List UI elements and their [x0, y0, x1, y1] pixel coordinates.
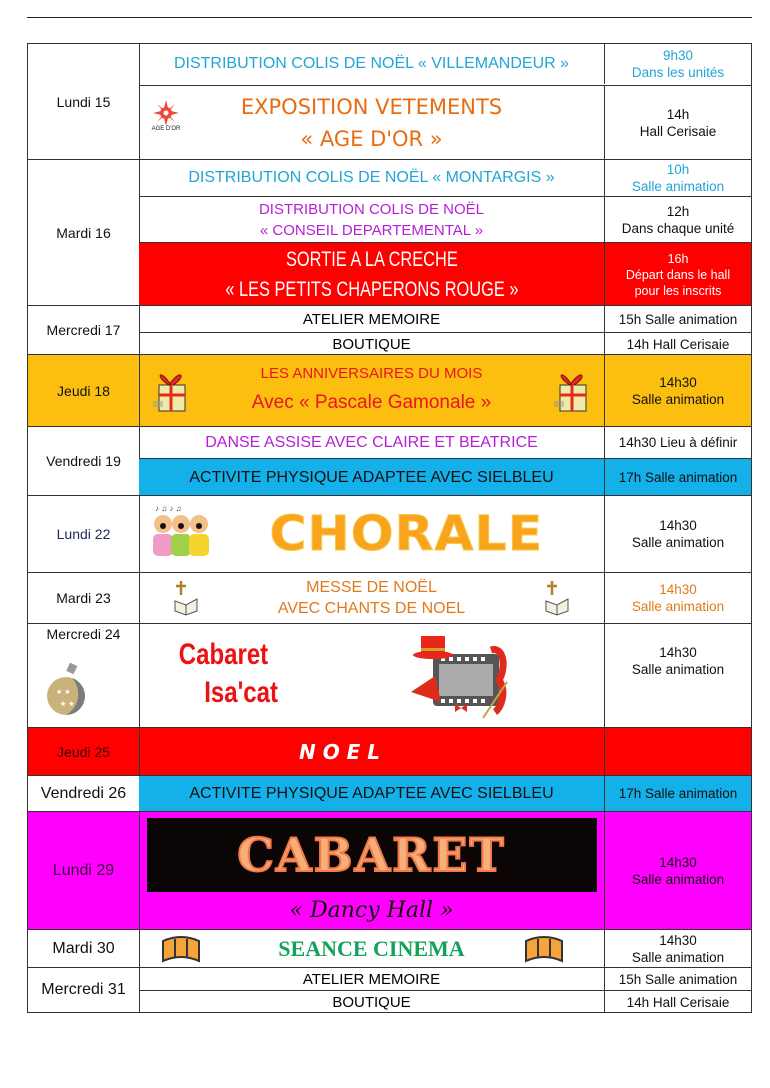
event-title-line2: « CONSEIL DEPARTEMENTAL »	[259, 221, 484, 239]
event-row	[139, 812, 751, 929]
event-row	[139, 496, 751, 572]
place-text: Hall Cerisaie	[639, 124, 717, 139]
event-time	[605, 355, 751, 426]
place-text: pour les inscrits	[634, 283, 722, 298]
day-label: Mercredi 17	[28, 306, 140, 354]
event-title-text: N O E L	[299, 739, 381, 764]
place-text: Salle animation	[631, 179, 725, 194]
event-title-line1: LES ANNIVERSAIRES DU MOIS	[260, 364, 483, 382]
day-label: Lundi 29	[28, 812, 140, 929]
event-title	[139, 459, 605, 496]
time-place-text: 14h Hall Cerisaie	[626, 994, 730, 1010]
event-row	[139, 930, 751, 967]
table-row	[27, 929, 752, 968]
event-time	[605, 44, 751, 84]
cabaret-banner-text: CABARET	[237, 828, 506, 882]
day-label: Mardi 30	[28, 930, 140, 967]
svg-text:♪ ♫ ♪ ♫: ♪ ♫ ♪ ♫	[155, 504, 182, 513]
cabaret-film-icon	[407, 632, 517, 722]
event-title-text: DISTRIBUTION COLIS DE NOËL « VILLEMANDEUR »	[173, 55, 570, 72]
event-title-text: ACTIVITE PHYSIQUE ADAPTEE AVEC SIELBLEU	[189, 468, 554, 486]
event-title-line2: AVEC CHANTS DE NOEL	[277, 600, 466, 617]
place-text: Départ dans le hall	[625, 267, 731, 282]
time-place-text: 17h Salle animation	[618, 786, 738, 801]
place-text: Salle animation	[631, 391, 725, 407]
event-title	[139, 44, 605, 84]
event-row	[139, 728, 751, 775]
gift-icon	[552, 363, 592, 415]
table-row	[27, 623, 752, 728]
event-row	[139, 242, 751, 306]
place-text: Salle animation	[631, 871, 725, 887]
event-title	[139, 243, 605, 306]
table-row	[27, 967, 752, 1013]
event-row	[139, 968, 751, 990]
day-label: Mardi 23	[28, 573, 140, 623]
day-label: Lundi 15	[28, 44, 140, 159]
place-text: Salle animation	[631, 949, 725, 965]
table-row	[27, 775, 752, 812]
time-text: 14h30	[659, 932, 697, 948]
event-time	[605, 812, 751, 929]
event-title-text: ATELIER MEMOIRE	[302, 310, 441, 328]
event-title	[139, 624, 605, 727]
time-text: 9h30	[662, 48, 694, 63]
event-time	[605, 496, 751, 572]
svg-text:★ ★: ★ ★	[60, 701, 75, 708]
event-title-text: ACTIVITE PHYSIQUE ADAPTEE AVEC SIELBLEU	[189, 784, 554, 802]
event-title-line2: Avec « Pascale Gamonale »	[251, 391, 492, 413]
event-title	[139, 496, 605, 572]
day-label: Vendredi 19	[28, 427, 140, 495]
time-text: 14h30	[659, 374, 697, 390]
logo-text: AGE D'OR	[151, 126, 181, 132]
time-place-text: 17h Salle animation	[618, 470, 738, 485]
event-title-text: BOUTIQUE	[332, 335, 411, 353]
time-text: 10h	[666, 162, 690, 177]
event-title-text: BOUTIQUE	[332, 993, 411, 1011]
event-title-text: DISTRIBUTION COLIS DE NOËL « MONTARGIS »	[188, 169, 555, 186]
event-subtitle: « Dancy Hall »	[289, 898, 454, 923]
event-time	[605, 427, 751, 458]
event-time	[605, 306, 751, 332]
event-title-text: ATELIER MEMOIRE	[302, 970, 441, 988]
table-row	[27, 811, 752, 930]
event-row	[139, 458, 751, 496]
time-text: 14h30	[659, 582, 697, 597]
event-title-text: DANSE ASSISE AVEC CLAIRE ET BEATRICE	[205, 433, 538, 451]
time-text: 12h	[666, 203, 690, 219]
event-title	[139, 930, 605, 967]
bible-cross-icon	[173, 579, 199, 617]
event-time	[605, 459, 751, 496]
event-title-line2: « LES PETITS CHAPERONS ROUGE »	[224, 277, 519, 301]
event-title	[139, 991, 605, 1013]
event-title-line2: Isa'cat	[204, 676, 278, 709]
svg-text:★ ★: ★ ★	[56, 689, 71, 696]
event-time	[605, 333, 751, 355]
event-time	[605, 624, 751, 727]
event-row	[139, 990, 751, 1013]
place-text: Salle animation	[631, 599, 725, 614]
table-row	[27, 495, 752, 573]
chorale-banner: CHORALE	[269, 506, 544, 562]
event-title	[139, 355, 605, 426]
event-title	[139, 197, 605, 242]
event-title	[139, 728, 605, 775]
event-row	[139, 624, 751, 727]
event-row	[139, 196, 751, 242]
event-row	[139, 332, 751, 355]
singers-icon	[149, 502, 215, 562]
table-row	[27, 354, 752, 427]
event-title-line1: MESSE DE NOËL	[306, 579, 437, 596]
time-place-text: 15h Salle animation	[618, 311, 738, 327]
event-row	[139, 44, 751, 84]
event-title-line1: Cabaret	[178, 638, 269, 671]
film-reel-icon	[524, 933, 564, 965]
place-text: Salle animation	[631, 535, 725, 550]
event-time	[605, 968, 751, 990]
table-row	[27, 43, 752, 160]
day-label: Jeudi 18	[28, 355, 140, 426]
table-row	[27, 426, 752, 496]
event-title	[139, 812, 605, 929]
table-row	[27, 305, 752, 355]
event-title-line1: DISTRIBUTION COLIS DE NOËL	[258, 200, 485, 218]
event-time	[605, 243, 751, 306]
day-label-text: Mercredi 24	[46, 626, 121, 642]
event-title	[139, 427, 605, 458]
event-row	[139, 355, 751, 426]
table-row	[27, 159, 752, 306]
place-text: Salle animation	[631, 662, 725, 677]
event-title	[139, 160, 605, 196]
event-title-line1: SORTIE A LA CRECHE	[285, 247, 458, 271]
event-title	[139, 573, 605, 623]
event-time	[605, 776, 751, 811]
event-title	[139, 968, 605, 990]
event-row	[139, 573, 751, 623]
event-time	[605, 86, 751, 160]
time-text: 16h	[667, 251, 689, 266]
cabaret-banner	[147, 818, 597, 892]
age-dor-logo-icon	[147, 100, 185, 132]
event-time	[605, 573, 751, 623]
day-label: Lundi 22	[28, 496, 140, 572]
time-text: 14h30	[659, 854, 697, 870]
day-label: Mardi 16	[28, 160, 140, 305]
film-reel-icon	[161, 933, 201, 965]
time-text: 14h30	[659, 518, 697, 533]
event-row	[139, 427, 751, 458]
time-text: 14h30	[659, 645, 697, 660]
table-row	[27, 572, 752, 624]
event-title-line2: « AGE D'OR »	[300, 127, 443, 151]
event-row	[139, 306, 751, 332]
event-time	[605, 160, 751, 196]
event-time	[605, 991, 751, 1013]
event-time	[605, 728, 751, 775]
event-row	[139, 776, 751, 811]
bible-cross-icon	[544, 579, 570, 617]
day-label: Jeudi 25	[28, 728, 140, 775]
event-title-line1: EXPOSITION VETEMENTS	[240, 95, 503, 119]
time-text: 14h	[666, 107, 690, 122]
day-label: Vendredi 26	[28, 776, 140, 811]
event-title	[139, 86, 605, 160]
top-rule	[27, 17, 752, 18]
time-place-text: 14h30 Lieu à définir	[618, 435, 738, 450]
place-text: Dans chaque unité	[621, 220, 735, 236]
table-row	[27, 727, 752, 776]
christmas-bauble-icon	[46, 662, 88, 720]
event-row	[139, 160, 751, 196]
event-title	[139, 776, 605, 811]
event-title	[139, 333, 605, 355]
gift-icon	[151, 363, 191, 415]
event-time	[605, 197, 751, 242]
event-row	[139, 85, 751, 160]
time-place-text: 14h Hall Cerisaie	[626, 336, 730, 352]
event-time	[605, 930, 751, 967]
time-place-text: 15h Salle animation	[618, 971, 738, 987]
event-title	[139, 306, 605, 332]
day-label: Mercredi 31	[28, 968, 140, 1012]
place-text: Dans les unités	[631, 65, 725, 80]
event-title-text: SEANCE CINEMA	[278, 935, 465, 961]
